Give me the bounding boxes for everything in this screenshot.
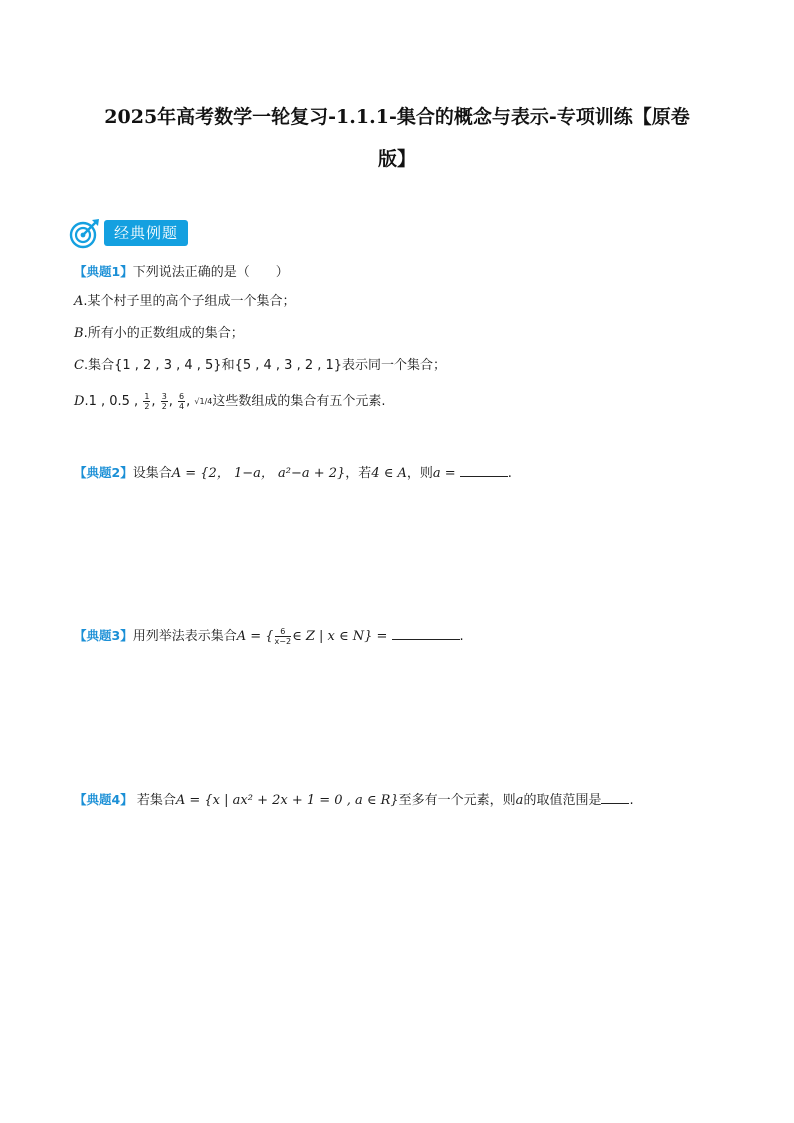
option-a-letter: A <box>74 294 84 309</box>
option-d-suffix: 这些数组成的集合有五个元素. <box>212 394 386 409</box>
question-1-option-d: D.1 , 0.5 , $\frac{1}{2}$ , $\frac{3}{2}$ , $\frac{6}{4}$ , √1/4这些数组成的集合有五个元素. <box>74 392 386 411</box>
fraction-2: $\frac{3}{2}$ <box>161 392 167 411</box>
option-d-prefix: .1 , 0.5 , <box>84 394 139 409</box>
answer-blank[interactable] <box>392 625 460 640</box>
question-4-end: . <box>629 793 634 808</box>
question-4 <box>74 789 634 811</box>
question-3-tag: 【典题3】 <box>74 628 133 643</box>
question-2-text-a: 设集合 <box>132 466 172 481</box>
fraction-3: $\frac{6}{4}$ <box>179 392 185 411</box>
question-4-set: A = {x | ax² + 2x + 1 = 0 , a ∈ R} <box>175 793 399 808</box>
question-2-tag: 【典题2】 <box>74 465 133 480</box>
question-3-text-a: 用列举法表示集合 <box>132 629 237 644</box>
question-4-var: a <box>515 793 524 808</box>
question-1-option-c <box>74 356 446 376</box>
sqrt-expression: √1/4 <box>194 397 213 406</box>
question-4-text-a: 若集合 <box>136 793 176 808</box>
question-3-set-open: A = { <box>236 629 274 644</box>
question-1-text: 下列说法正确的是（ ） <box>132 265 289 280</box>
option-c-text: .集合{1 , 2 , 3 , 4 , 5}和{5 , 4 , 3 , 2 , 1}表示同一个集合； <box>83 358 447 373</box>
question-2-condition: 4 ∈ A <box>371 466 407 481</box>
question-1-option-a <box>74 292 296 312</box>
option-a-text: .某个村子里的高个子组成一个集合； <box>83 294 296 309</box>
question-2-ask: a = <box>432 466 456 481</box>
answer-blank[interactable] <box>601 789 629 804</box>
option-b-letter: B <box>74 326 84 341</box>
question-4-tag: 【典题4】 <box>74 792 133 807</box>
section-header <box>68 216 188 250</box>
option-d-letter: D <box>74 394 85 409</box>
title-line-1: 2025年高考数学一轮复习-1.1.1-集合的概念与表示-专项训练【原卷 <box>104 106 690 128</box>
question-2 <box>74 462 512 484</box>
question-1-stem <box>74 262 289 283</box>
question-2-text-b: ，若 <box>345 466 372 481</box>
question-4-text-b: 至多有一个元素，则 <box>398 793 516 808</box>
document-title <box>60 96 734 180</box>
question-4-text-c: 的取值范围是 <box>523 793 602 808</box>
answer-blank[interactable] <box>460 462 508 477</box>
option-b-text: .所有小的正数组成的集合； <box>83 326 244 341</box>
question-2-set: A = {2， 1−a， a²−a + 2} <box>171 466 346 481</box>
question-1-option-b <box>74 324 244 344</box>
target-icon <box>68 216 102 250</box>
question-2-end: . <box>507 466 512 481</box>
fraction-1: $\frac{1}{2}$ <box>144 392 150 411</box>
question-3-end: . <box>459 629 464 644</box>
option-c-letter: C <box>74 358 84 373</box>
question-3-fraction: $\frac{6}{x-2}$ <box>274 627 292 646</box>
question-3-set-close: ∈ Z | x ∈ N} = <box>292 629 388 644</box>
question-2-text-c: ，则 <box>406 466 433 481</box>
section-label: 经典例题 <box>104 220 188 246</box>
question-3 <box>74 625 464 647</box>
question-1-tag: 【典题1】 <box>74 264 133 279</box>
title-line-2: 版】 <box>377 148 416 170</box>
